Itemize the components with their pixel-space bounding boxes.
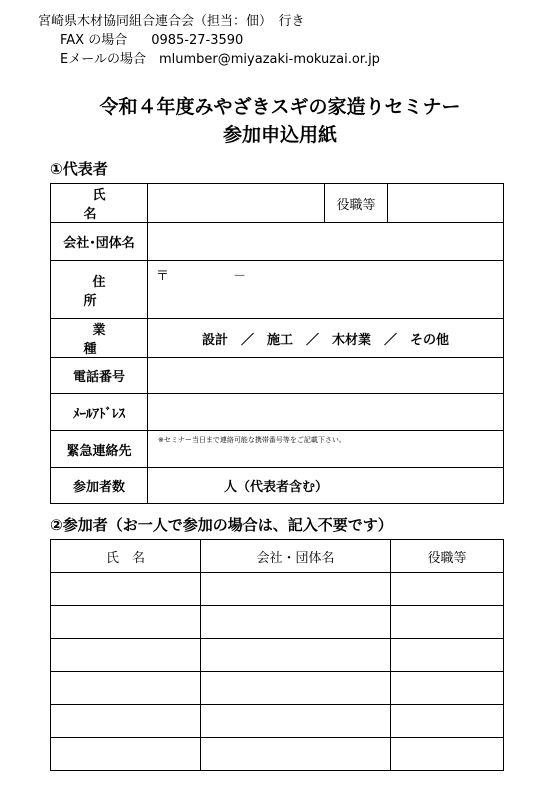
name-field[interactable] [148,184,325,223]
table-row [51,606,504,639]
representative-form-table [50,183,504,504]
email-contact-label: Eメールの場合 [60,52,146,67]
participant-name-cell[interactable] [51,639,201,672]
row-industry [51,319,504,358]
row-company [51,223,504,261]
participant-position-cell[interactable] [391,606,504,639]
email-address: mlumber@miyazaki-mokuzai.or.jp [158,52,380,67]
name-label: 氏 名 [51,184,148,223]
email-field[interactable] [148,394,504,431]
emergency-field[interactable] [148,431,504,468]
recipient-line [38,12,380,31]
company-label: 会社･団体名 [51,223,148,261]
attendees-field[interactable] [148,468,504,504]
col-name-header: 氏 名 [51,540,201,573]
table-row [51,573,504,606]
table-row [51,738,504,771]
participant-position-cell[interactable] [391,705,504,738]
participant-name-cell[interactable] [51,573,201,606]
participant-name-cell[interactable] [51,738,201,771]
attendees-label: 参加者数 [51,468,148,504]
attendees-unit: 人（代表者含む） [224,480,329,495]
fax-line [38,31,380,50]
participant-company-cell[interactable] [201,606,391,639]
participants-table [50,539,504,771]
fax-label: FAX の場合 [60,33,128,48]
address-field[interactable] [148,261,504,319]
section-representative-heading: ①代表者 [50,160,108,178]
recipient-suffix: 行き [278,14,305,29]
row-emergency [51,431,504,468]
row-address [51,261,504,319]
table-row [51,705,504,738]
participant-position-cell[interactable] [391,639,504,672]
participant-company-cell[interactable] [201,573,391,606]
participant-name-cell[interactable] [51,672,201,705]
industry-label: 業 種 [51,319,148,358]
email-line [38,50,380,69]
participant-position-cell[interactable] [391,672,504,705]
recipient-name: 宮崎県木材協同組合連合会（担当：佃） [38,14,266,29]
participant-company-cell[interactable] [201,705,391,738]
emergency-label: 緊急連絡先 [51,431,148,468]
row-phone [51,358,504,394]
row-email [51,394,504,431]
form-title: 令和４年度みやざきスギの家造りセミナー [99,96,461,118]
col-position-header: 役職等 [391,540,504,573]
position-field[interactable] [388,184,504,223]
participants-header-row [51,540,504,573]
fax-number: 0985-27-3590 [151,33,244,48]
form-subtitle: 参加申込用紙 [222,124,337,146]
row-attendees [51,468,504,504]
phone-label: 電話番号 [51,358,148,394]
table-row [51,639,504,672]
row-name [51,184,504,223]
fax-header [38,12,380,69]
emergency-note: ※セミナー当日まで連絡可能な携帯番号等をご記載下さい。 [158,436,346,444]
company-field[interactable] [148,223,504,261]
postal-dash: － [233,269,247,284]
participant-name-cell[interactable] [51,705,201,738]
participant-position-cell[interactable] [391,738,504,771]
table-row [51,672,504,705]
participant-name-cell[interactable] [51,606,201,639]
participant-company-cell[interactable] [201,738,391,771]
position-label: 役職等 [325,184,388,223]
participant-company-cell[interactable] [201,639,391,672]
address-label: 住 所 [51,261,148,319]
industry-options[interactable]: 設計 ／ 施工 ／ 木材業 ／ その他 [148,319,504,358]
email-label: ﾒｰﾙｱﾄﾞﾚｽ [51,394,148,431]
participant-company-cell[interactable] [201,672,391,705]
col-company-header: 会社・団体名 [201,540,391,573]
participant-position-cell[interactable] [391,573,504,606]
postal-mark: 〒 [156,269,170,284]
section-participants-heading: ②参加者（お一人で参加の場合は、記入不要です） [50,516,393,534]
phone-field[interactable] [148,358,504,394]
